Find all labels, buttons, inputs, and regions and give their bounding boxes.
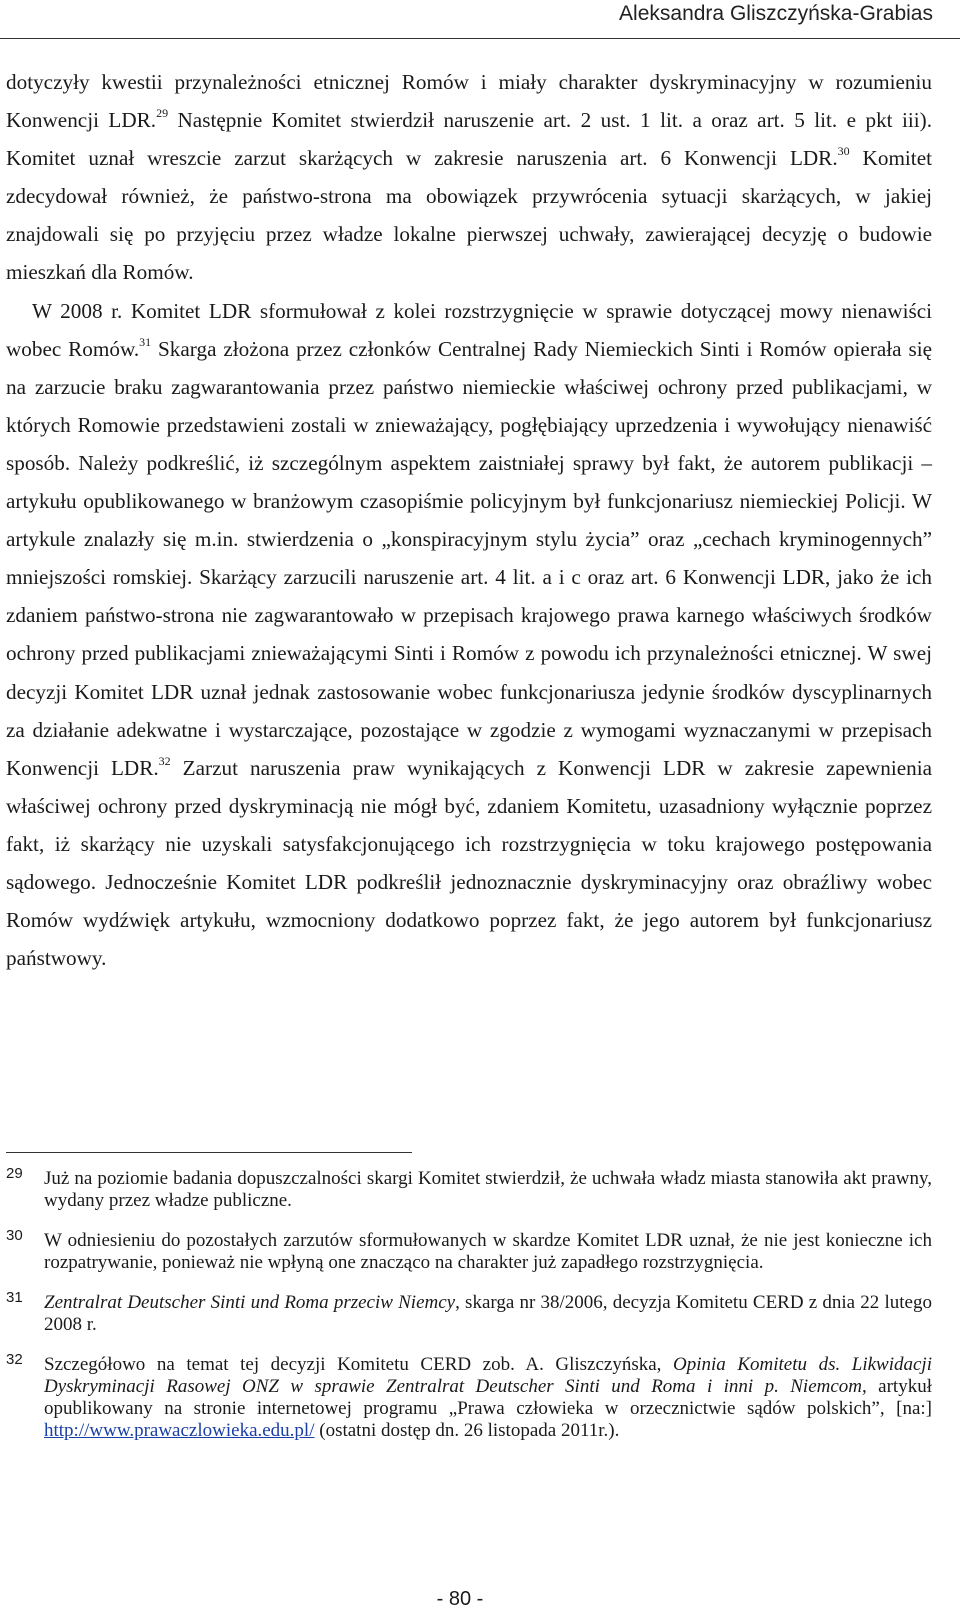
footnote-number: 32 xyxy=(6,1351,23,1368)
paragraph-1-part-2: Następnie Komitet stwierdził naruszenie art. 2 ust. 1 lit. a oraz art. 5 lit. e pkt iii). Komitet uznał wreszcie zarzut skarżących w zakresie naruszenia art. 6 Konwencji LDR. xyxy=(6,108,933,171)
footnote-text: Już na poziomie badania dopuszczalności skargi Komitet stwierdził, że uchwała władz miasta stanowiła akt prawny, wydany przez władze publiczne. xyxy=(44,1168,932,1211)
footnote-text: W odniesieniu do pozostałych zarzutów sformułowanych w skardze Komitet LDR uznał, że nie jest konieczne ich rozpatrywanie, ponieważ nie wpłyną one znacząco na charakter już zapadłego rozstrzygnięcia. xyxy=(44,1230,932,1273)
header-rule xyxy=(0,38,960,39)
footnote-number: 29 xyxy=(6,1165,23,1182)
footnote-30 xyxy=(6,1227,932,1274)
footnote-article-title: Opinia Komitetu ds. Likwidacji Dyskryminacji Rasowej ONZ w sprawie Zentralrat Deutscher Sinti und Roma i inni p. Niemcom xyxy=(44,1354,932,1397)
main-text xyxy=(6,63,932,977)
footnote-ref-32[interactable]: 32 xyxy=(158,753,171,768)
footnote-link[interactable]: http://www.prawaczlowieka.edu.pl/ xyxy=(44,1420,315,1441)
footnote-case-title: Zentralrat Deutscher Sinti und Roma przeciw Niemcy xyxy=(44,1292,456,1313)
paragraph-2 xyxy=(6,292,932,978)
footnote-number: 31 xyxy=(6,1289,23,1306)
page-header xyxy=(0,0,960,40)
paragraph-2-part-3: Zarzut naruszenia praw wynikających z Konwencji LDR w zakresie zapewnienia właściwej ochrony przed dyskryminacją nie mógł być, zdaniem Komitetu, uzasadniony wyłącznie poprzez fakt, iż skarżący nie uzyskali satysfakcjonującego ich rozstrzygnięcia w toku krajowego postępowania sądowego. Jednocześnie Komitet LDR podkreślił jednoznacznie dyskryminacyjny oraz obraźliwy wobec Romów wydźwięk artykułu, wzmocniony dodatkowo poprzez fakt, że jego autorem był funkcjonariusz państwowy. xyxy=(6,755,932,971)
footnote-ref-30[interactable]: 30 xyxy=(837,144,850,159)
footnote-31 xyxy=(6,1289,932,1336)
paragraph-2-part-1: W 2008 r. Komitet LDR sformułował z kolei rozstrzygnięcie w sprawie dotyczącej mowy nienawiści wobec Romów. xyxy=(6,298,932,361)
footnote-ref-31[interactable]: 31 xyxy=(139,334,152,349)
footnote-text-part-3: (ostatni dostęp dn. 26 listopada 2011r.). xyxy=(314,1420,620,1441)
footnote-29 xyxy=(6,1165,932,1212)
page-number: - 80 - xyxy=(436,1588,484,1610)
footnote-text-part-2: , artykuł opublikowany na stronie internetowej programu „Prawa człowieka w orzecznictwie sądów polskich”, [na:] xyxy=(44,1376,932,1419)
footnote-text: , skarga nr 38/2006, decyzja Komitetu CERD z dnia 22 lutego 2008 r. xyxy=(44,1292,932,1335)
paragraph-2-part-2: Skarga złożona przez członków Centralnej Rady Niemieckich Sinti i Romów opierała się na zarzucie braku zagwarantowania przez państwo niemieckie właściwej ochrony przed publikacjami, w których Romowie przedstawieni zostali w znieważający, pogłębiający uprzedzenia i wywołujący nienawiść sposób. Należy podkreślić, iż szczególnym aspektem zaistniałej sprawy był fakt, że autorem publikacji – artykułu opublikowanego w branżowym czasopiśmie policyjnym był funkcjonariusz niemieckiej Policji. W artykule znalazły się m.in. stwierdzenia o „konspiracyjnym stylu życia” oraz „cechach kryminogennych” mniejszości romskiej. Skarżący zarzucili naruszenie art. 4 lit. a i c oraz art. 6 Konwencji LDR, jako że ich zdaniem państwo-strona nie zagwarantowało w przepisach krajowego prawa karnego właściwych środków ochrony przed publikacjami znieważającymi Sinti i Romów z powodu ich przynależności etnicznej. W swej decyzji Komitet LDR uznał jednak zastosowanie wobec funkcjonariusza jedynie środków dyscyplinarnych za działanie adekwatne i wystarczające, pozostające w zgodzie z wymogami wyznaczanymi w przepisach Konwencji LDR. xyxy=(6,336,932,780)
footnote-ref-29[interactable]: 29 xyxy=(156,106,169,121)
paragraph-1 xyxy=(6,63,932,292)
footnote-text-part-1: Szczegółowo na temat tej decyzji Komitetu CERD zob. A. Gliszczyńska, xyxy=(44,1354,673,1375)
footnote-32 xyxy=(6,1351,932,1442)
running-title: Aleksandra Gliszczyńska-Grabias xyxy=(619,2,933,25)
footnote-separator xyxy=(6,1152,412,1153)
paragraph-1-part-3: Komitet zdecydował również, że państwo-strona ma obowiązek przywrócenia sytuacji skarżących, w jakiej znajdowali się po przyjęciu przez władze lokalne pierwszej uchwały, zawierającej decyzję o budowie mieszkań dla Romów. xyxy=(6,146,932,285)
footnote-number: 30 xyxy=(6,1227,23,1244)
paragraph-1-part-1: dotyczyły kwestii przynależności etnicznej Romów i miały charakter dyskryminacyjny w rozumieniu Konwencji LDR. xyxy=(6,70,932,133)
footnotes xyxy=(6,1165,932,1460)
